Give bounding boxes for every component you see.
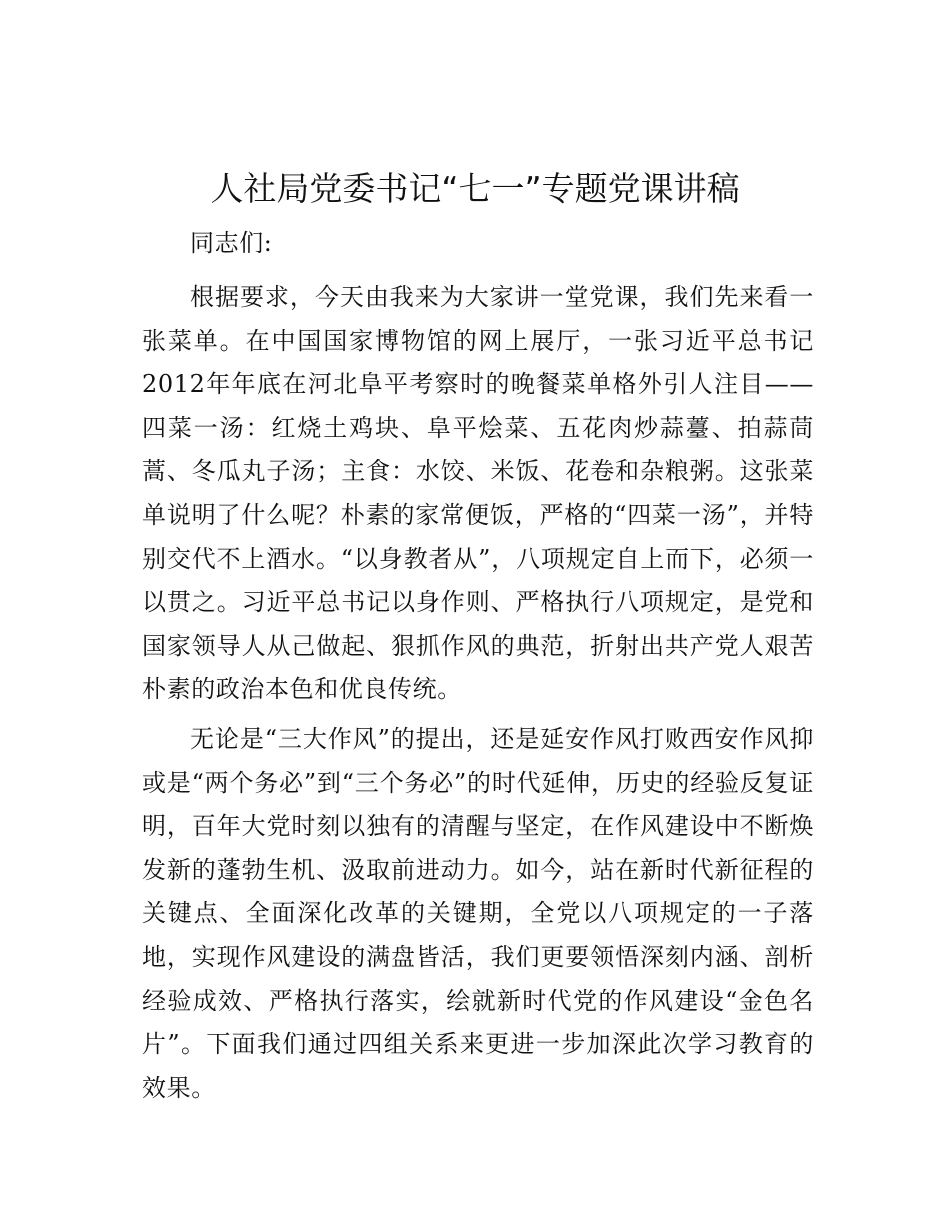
salutation: 同志们: xyxy=(190,229,273,257)
document-title: 人社局党委书记“七一”专题党课讲稿 xyxy=(210,169,740,208)
paragraph-1: 根据要求，今天由我来为大家讲一堂党课，我们先来看一张菜单。在中国国家博物馆的网上展厅，一张习近平总书记2012年年底在河北阜平考察时的晚餐菜单格外引人注目——四菜一汤：红烧土鸡块、阜平烩菜、五花肉炒蒜薹、拍蒜茼蒿、冬瓜丸子汤；主食：水饺、米饭、花卷和杂粮粥。这张菜单说明了什么呢？朴素的家常便饭，严格的“四菜一汤”，并特别交代不上酒水。“以身教者从”，八项规定自上而下，必须一以贯之。习近平总书记以身作则、严格执行八项规定，是党和国家领导人从己做起、狠抓作风的典范，折射出共产党人艰苦朴素的政治本色和优良传统。 xyxy=(142,283,814,704)
paragraph-2: 无论是“三大作风”的提出，还是延安作风打败西安作风抑或是“两个务必”到“三个务必”的时代延伸，历史的经验反复证明，百年大党时刻以独有的清醒与坚定，在作风建设中不断焕发新的蓬勃生机、汲取前进动力。如今，站在新时代新征程的关键点、全面深化改革的关键期，全党以八项规定的一子落地，实现作风建设的满盘皆活，我们更要领悟深刻内涵、剖析经验成效、严格执行落实，绘就新时代党的作风建设“金色名片”。下面我们通过四组关系来更进一步加深此次学习教育的效果。 xyxy=(142,725,814,1102)
